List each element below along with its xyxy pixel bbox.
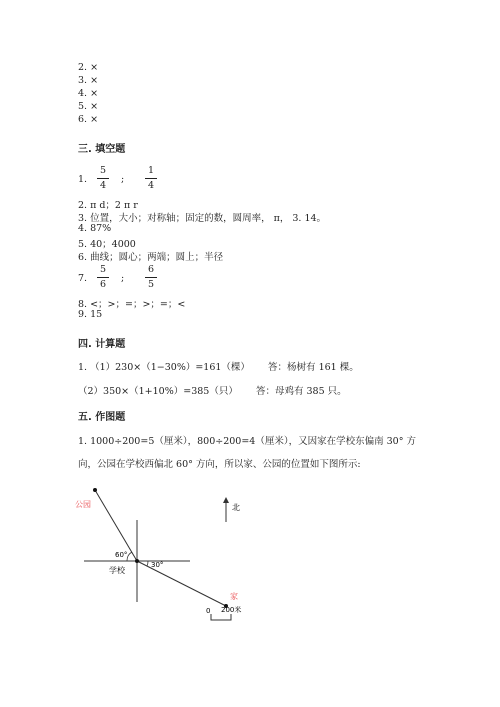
school-point: [135, 559, 139, 563]
fill-q5: 5. 40；4000: [78, 239, 136, 250]
scale-bar: [211, 614, 231, 620]
fill-q7-label: 7.: [78, 273, 88, 284]
fill-q8: 8. <；>；=；>；=；<: [78, 299, 186, 310]
angle-30-arc: [147, 561, 148, 566]
fraction-numerator: 6: [147, 264, 155, 275]
fraction-denominator: 4: [99, 180, 107, 191]
fill-q4: 4. 87%: [78, 223, 112, 234]
section-title-calc: 四. 计算题: [78, 339, 126, 350]
scale-distance-label: 200米: [221, 606, 242, 614]
fill-q1-separator: ;: [121, 174, 125, 185]
fraction-numerator: 5: [99, 264, 107, 275]
home-label: 家: [230, 592, 238, 601]
judge-answer-4: 4. ×: [78, 88, 99, 99]
fraction-numerator: 1: [147, 165, 155, 176]
calc-line-1: 1. （1）230×（1−30%）=161（棵） 答：杨树有 161 棵。: [78, 362, 359, 373]
section-title-fill: 三. 填空题: [78, 144, 126, 155]
judge-answer-6: 6. ×: [78, 114, 99, 125]
angle-60-label: 60°: [115, 551, 128, 559]
fill-q3: 3. 位置，大小；对称轴；固定的数，圆周率， π， 3. 14。: [78, 213, 327, 224]
fill-q2: 2. π d；2 π r: [78, 200, 138, 211]
fraction-denominator: 4: [147, 180, 155, 191]
park-label: 公园: [75, 500, 91, 509]
draw-line-2: 向，公园在学校西偏北 60° 方向，所以家、公园的位置如下图所示:: [78, 459, 361, 470]
angle-30-label: 30°: [151, 561, 164, 569]
park-point: [93, 488, 97, 492]
fill-q6: 6. 曲线；圆心；两端；圆上；半径: [78, 252, 224, 263]
school-label: 学校: [109, 566, 125, 575]
angle-60-arc: [127, 552, 132, 561]
judge-answer-2: 2. ×: [78, 62, 99, 73]
scale-zero-label: 0: [206, 607, 211, 615]
draw-line-1: 1. 1000÷200=5（厘米），800÷200=4（厘米），又因家在学校东偏南 30° 方: [78, 436, 416, 447]
fill-q9: 9. 15: [78, 309, 103, 320]
north-label: 北: [232, 503, 240, 512]
fraction-denominator: 5: [147, 279, 155, 290]
fraction-denominator: 6: [99, 279, 107, 290]
fraction-numerator: 5: [99, 165, 107, 176]
section-title-draw: 五. 作图题: [78, 412, 126, 423]
calc-line-2: （2）350×（1+10%）=385（只） 答：母鸡有 385 只。: [78, 386, 347, 397]
judge-answer-3: 3. ×: [78, 75, 99, 86]
judge-answer-5: 5. ×: [78, 101, 99, 112]
fill-q1-label: 1.: [78, 174, 88, 185]
fill-q7-separator: ;: [121, 273, 125, 284]
